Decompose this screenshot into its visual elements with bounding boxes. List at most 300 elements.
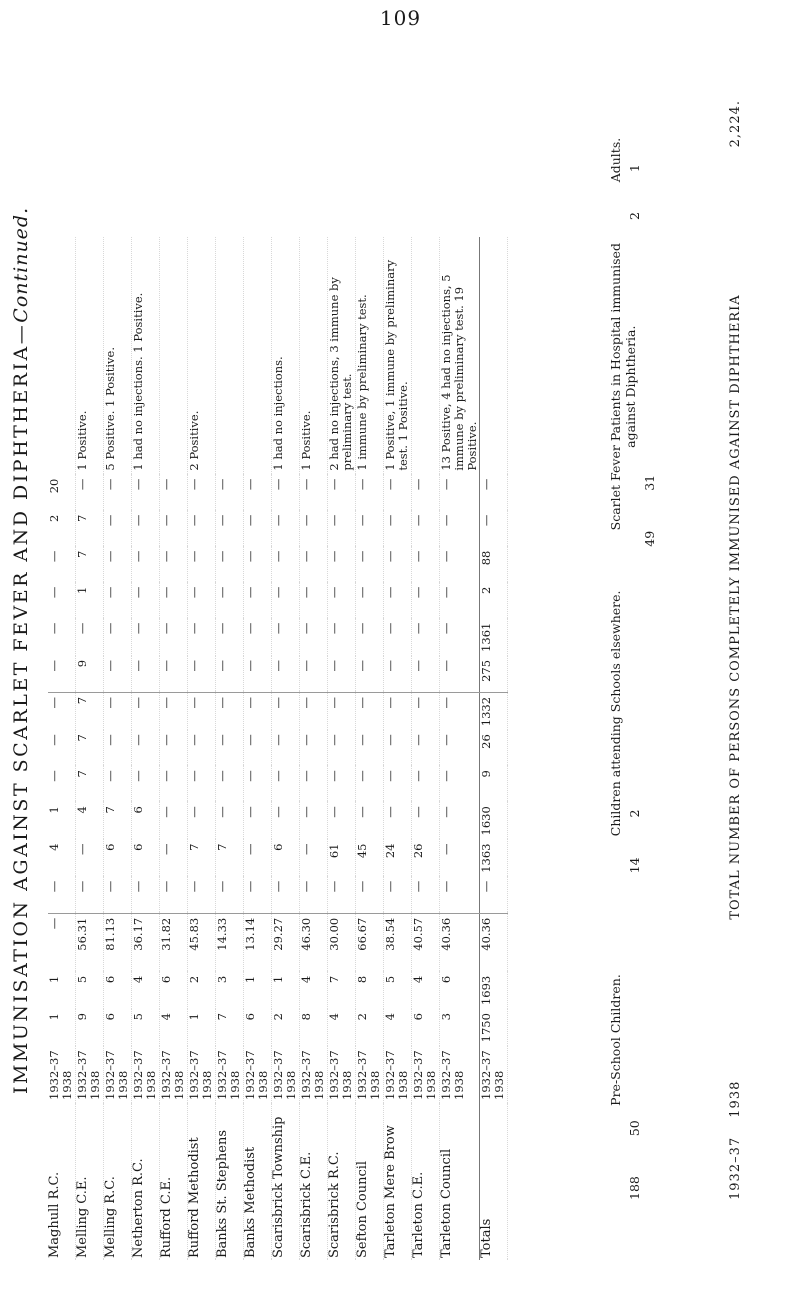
year-cell — [216, 1046, 244, 1104]
year-label: 1932–37 — [479, 1050, 493, 1100]
district-name: Tarleton Council — [440, 1104, 480, 1260]
district-name: Scarisbrick Township — [272, 1104, 300, 1260]
district-name: Rufford C.E. — [160, 1104, 188, 1260]
note-heading: Pre-School Children. — [608, 974, 623, 1106]
remark-cell: 1 had no injections. — [272, 237, 300, 475]
number-cell: — — [160, 547, 188, 583]
number-cell: — — [412, 583, 440, 619]
number-cell: — — [328, 877, 356, 914]
number-cell: — — [356, 766, 384, 802]
note-attending-elsewhere — [608, 553, 657, 873]
number-cell: 1361 — [480, 619, 508, 656]
number-cell: — — [132, 766, 160, 802]
number-cell: 275 — [480, 656, 508, 693]
number-cell: 4 — [48, 840, 76, 877]
note-value: 2 — [627, 809, 642, 818]
year-label: 1932–37 — [159, 1050, 173, 1100]
number-cell: — — [104, 511, 132, 547]
number-cell: 5 — [384, 972, 412, 1009]
note-value: 1 — [627, 164, 642, 173]
number-cell: — — [300, 547, 328, 583]
table-row — [300, 237, 328, 1260]
note-value: 2 — [627, 212, 642, 221]
year-label: 1932–37 — [299, 1050, 313, 1100]
table-row — [104, 237, 132, 1260]
number-cell: — — [76, 840, 104, 877]
number-cell: — — [480, 475, 508, 511]
number-cell: 20 — [48, 475, 76, 511]
number-cell: 4 — [160, 1009, 188, 1046]
remark-cell: 2 had no injections, 3 immune by preliminary test. — [328, 237, 356, 475]
number-cell: — — [272, 511, 300, 547]
number-cell: 5 — [76, 972, 104, 1009]
number-cell: 1 — [48, 802, 76, 839]
number-cell: 26 — [480, 730, 508, 766]
number-cell: 8 — [300, 1009, 328, 1046]
number-cell: — — [132, 475, 160, 511]
number-cell: — — [272, 730, 300, 766]
number-cell: 7 — [76, 511, 104, 547]
number-cell: — — [188, 583, 216, 619]
year-cell — [244, 1046, 272, 1104]
number-cell: 1363 — [480, 840, 508, 877]
number-cell: — — [244, 475, 272, 511]
number-cell: — — [440, 656, 480, 693]
total-year: 1932–37 — [728, 1136, 743, 1200]
immunisation-table — [48, 237, 508, 1260]
district-name: Tarleton Mere Brow — [384, 1104, 412, 1260]
district-name: Netherton R.C. — [132, 1104, 160, 1260]
district-name: Banks Methodist — [244, 1104, 272, 1260]
number-cell: — — [440, 730, 480, 766]
total-value: 2,224. — [728, 100, 743, 148]
number-cell: — — [440, 692, 480, 730]
year-cell — [480, 1046, 508, 1104]
number-cell: 9 — [480, 766, 508, 802]
district-name: Rufford Methodist — [188, 1104, 216, 1260]
note-heading: Scarlet Fever Patients in Hospital immunised against Diphtheria. — [608, 243, 638, 531]
number-cell: — — [104, 766, 132, 802]
number-cell: — — [328, 692, 356, 730]
number-cell: — — [412, 475, 440, 511]
number-cell: — — [160, 475, 188, 511]
year-cell — [188, 1046, 216, 1104]
table-row — [76, 237, 104, 1260]
number-cell: 5 — [132, 1009, 160, 1046]
number-cell: — — [272, 656, 300, 693]
number-cell: — — [480, 511, 508, 547]
number-cell: 1750 — [480, 1009, 508, 1046]
number-cell: — — [300, 583, 328, 619]
table-row — [272, 237, 300, 1260]
number-cell: — — [104, 656, 132, 693]
number-cell: — — [244, 730, 272, 766]
number-cell: — — [384, 766, 412, 802]
number-cell: — — [480, 877, 508, 914]
number-cell: — — [188, 656, 216, 693]
number-cell: — — [48, 583, 76, 619]
year-label: 1932–37 — [271, 1050, 285, 1100]
number-cell: 8 — [356, 972, 384, 1009]
number-cell: 2 — [188, 972, 216, 1009]
number-cell: — — [412, 877, 440, 914]
number-cell: — — [272, 802, 300, 839]
number-cell: — — [104, 877, 132, 914]
number-cell: — — [244, 766, 272, 802]
number-cell: — — [188, 802, 216, 839]
number-cell: — — [188, 730, 216, 766]
year-cell — [356, 1046, 384, 1104]
remark-cell — [244, 237, 272, 475]
number-cell: — — [356, 730, 384, 766]
number-cell: — — [272, 692, 300, 730]
year-cell — [104, 1046, 132, 1104]
number-cell: — — [160, 583, 188, 619]
number-cell: 4 — [384, 1009, 412, 1046]
year-label: 1932–37 — [47, 1050, 61, 1100]
number-cell: — — [328, 619, 356, 656]
year-label: 1938 — [340, 1070, 355, 1100]
number-cell: — — [440, 877, 480, 914]
number-cell: — — [48, 730, 76, 766]
number-cell: 30.00 — [328, 913, 356, 972]
year-label: 1932–37 — [243, 1050, 257, 1100]
number-cell: — — [300, 692, 328, 730]
year-label: 1938 — [452, 1070, 467, 1100]
year-label: 1932–37 — [215, 1050, 229, 1100]
number-cell: — — [104, 547, 132, 583]
year-cell — [272, 1046, 300, 1104]
year-label: 1938 — [200, 1070, 215, 1100]
number-cell: — — [384, 511, 412, 547]
number-cell: 7 — [104, 802, 132, 839]
number-cell: 6 — [132, 840, 160, 877]
number-cell: — — [48, 656, 76, 693]
year-cell — [412, 1046, 440, 1104]
number-cell: — — [244, 692, 272, 730]
number-cell: 14.33 — [216, 913, 244, 972]
number-cell: — — [160, 877, 188, 914]
number-cell: — — [356, 877, 384, 914]
number-cell: — — [104, 583, 132, 619]
number-cell: — — [384, 692, 412, 730]
district-name: Sefton Council — [356, 1104, 384, 1260]
number-cell: — — [328, 766, 356, 802]
number-cell: 26 — [412, 840, 440, 877]
year-label: 1938 — [144, 1070, 159, 1100]
year-label: 1938 — [396, 1070, 411, 1100]
number-cell: 88 — [480, 547, 508, 583]
number-cell: 4 — [76, 802, 104, 839]
number-cell: — — [440, 511, 480, 547]
number-cell: — — [440, 619, 480, 656]
number-cell: — — [216, 511, 244, 547]
number-cell: — — [188, 766, 216, 802]
number-cell: — — [356, 656, 384, 693]
number-cell: — — [384, 547, 412, 583]
number-cell: 7 — [216, 1009, 244, 1046]
year-cell — [76, 1046, 104, 1104]
remark-cell: 1 Positive, 1 immune by preliminary test. 1 Positive. — [384, 237, 412, 475]
number-cell: — — [272, 619, 300, 656]
number-cell: — — [132, 730, 160, 766]
number-cell: — — [412, 547, 440, 583]
number-cell: 1 — [188, 1009, 216, 1046]
number-cell: — — [300, 475, 328, 511]
number-cell: — — [328, 583, 356, 619]
year-cell — [300, 1046, 328, 1104]
number-cell: — — [384, 730, 412, 766]
number-cell: — — [188, 511, 216, 547]
number-cell: — — [132, 511, 160, 547]
number-cell: — — [48, 766, 76, 802]
number-cell: 2 — [48, 511, 76, 547]
note-adults — [608, 100, 657, 220]
total-label: TOTAL NUMBER OF PERSONS COMPLETELY IMMUNISED AGAINST DIPHTHERIA — [728, 294, 743, 920]
number-cell: — — [132, 692, 160, 730]
remark-cell — [216, 237, 244, 475]
year-label: 1932–37 — [75, 1050, 89, 1100]
number-cell: — — [188, 877, 216, 914]
number-cell: 7 — [76, 730, 104, 766]
number-cell: — — [356, 583, 384, 619]
number-cell: — — [132, 583, 160, 619]
title-continued: Continued. — [10, 206, 32, 323]
number-cell: — — [356, 547, 384, 583]
title-main: IMMUNISATION AGAINST SCARLET FEVER AND DIPHTHERIA— — [10, 322, 32, 1094]
number-cell: — — [188, 692, 216, 730]
number-cell: — — [272, 475, 300, 511]
year-label: 1938 — [116, 1070, 131, 1100]
note-heading: Adults. — [608, 137, 623, 183]
remark-cell: 1 Positive. — [300, 237, 328, 475]
number-cell: — — [328, 511, 356, 547]
remark-cell: 2 Positive. — [188, 237, 216, 475]
number-cell: 9 — [76, 656, 104, 693]
year-label: 1938 — [492, 1070, 507, 1100]
number-cell: 36.17 — [132, 913, 160, 972]
number-cell: — — [384, 877, 412, 914]
year-label: 1938 — [228, 1070, 243, 1100]
number-cell: — — [356, 511, 384, 547]
year-label: 1932–37 — [411, 1050, 425, 1100]
table-row — [216, 237, 244, 1260]
number-cell: — — [188, 619, 216, 656]
number-cell: — — [300, 766, 328, 802]
remark-cell — [160, 237, 188, 475]
number-cell: — — [76, 619, 104, 656]
number-cell: — — [412, 692, 440, 730]
year-label: 1932–37 — [187, 1050, 201, 1100]
number-cell: — — [216, 692, 244, 730]
year-label: 1932–37 — [103, 1050, 117, 1100]
number-cell: — — [216, 802, 244, 839]
year-cell — [48, 1046, 76, 1104]
rotated-table-area — [48, 60, 788, 1260]
number-cell: — — [300, 840, 328, 877]
number-cell: — — [48, 877, 76, 914]
number-cell: — — [244, 511, 272, 547]
district-name: Totals — [480, 1104, 508, 1260]
number-cell: 45.83 — [188, 913, 216, 972]
number-cell: — — [440, 766, 480, 802]
number-cell: — — [384, 656, 412, 693]
note-value: 31 — [642, 474, 657, 491]
number-cell: — — [160, 619, 188, 656]
number-cell: 6 — [104, 840, 132, 877]
number-cell: 24 — [384, 840, 412, 877]
number-cell: — — [160, 802, 188, 839]
number-cell: 7 — [216, 840, 244, 877]
number-cell: — — [300, 619, 328, 656]
year-label: 1932–37 — [439, 1050, 453, 1100]
number-cell: 3 — [440, 1009, 480, 1046]
district-name: Scarisbrick C.E. — [300, 1104, 328, 1260]
number-cell: — — [356, 802, 384, 839]
district-name: Melling C.E. — [76, 1104, 104, 1260]
remark-cell: 13 Positive, 4 had no injections, 5 immune by preliminary test. 19 Positive. — [440, 237, 480, 475]
number-cell: — — [244, 619, 272, 656]
number-cell: 56.31 — [76, 913, 104, 972]
number-cell: — — [216, 547, 244, 583]
remark-cell: 1 immune by preliminary test. — [356, 237, 384, 475]
number-cell: — — [328, 547, 356, 583]
number-cell: 46.30 — [300, 913, 328, 972]
number-cell: — — [300, 511, 328, 547]
number-cell: 29.27 — [272, 913, 300, 972]
number-cell: — — [300, 877, 328, 914]
number-cell: 1332 — [480, 692, 508, 730]
number-cell: — — [440, 583, 480, 619]
note-value: 50 — [627, 1120, 642, 1137]
remark-cell — [412, 237, 440, 475]
year-cell — [384, 1046, 412, 1104]
year-label: 1932–37 — [131, 1050, 145, 1100]
district-name: Melling R.C. — [104, 1104, 132, 1260]
table-row — [412, 237, 440, 1260]
note-value: 14 — [627, 857, 642, 874]
number-cell: — — [300, 802, 328, 839]
number-cell: — — [272, 547, 300, 583]
number-cell: 7 — [328, 972, 356, 1009]
number-cell: — — [272, 583, 300, 619]
note-value: 49 — [642, 530, 657, 547]
number-cell: — — [48, 913, 76, 972]
year-label: 1938 — [284, 1070, 299, 1100]
year-label: 1938 — [60, 1070, 75, 1100]
number-cell: — — [244, 547, 272, 583]
number-cell: 7 — [76, 766, 104, 802]
number-cell: — — [160, 730, 188, 766]
number-cell: — — [216, 766, 244, 802]
table-row — [356, 237, 384, 1260]
number-cell: 81.13 — [104, 913, 132, 972]
number-cell: 1630 — [480, 802, 508, 839]
number-cell: 40.36 — [480, 913, 508, 972]
number-cell: 7 — [76, 547, 104, 583]
notes-section — [608, 100, 657, 1200]
year-label: 1938 — [88, 1070, 103, 1100]
number-cell: — — [384, 583, 412, 619]
number-cell: — — [160, 656, 188, 693]
number-cell: 6 — [104, 1009, 132, 1046]
number-cell: — — [48, 619, 76, 656]
number-cell: — — [412, 730, 440, 766]
remark-cell: 1 Positive. — [76, 237, 104, 475]
year-label: 1938 — [172, 1070, 187, 1100]
remark-cell — [480, 237, 508, 475]
number-cell: — — [216, 730, 244, 766]
total-line — [728, 100, 743, 1200]
number-cell: — — [412, 619, 440, 656]
number-cell: 31.82 — [160, 913, 188, 972]
year-cell — [440, 1046, 480, 1104]
number-cell: 7 — [188, 840, 216, 877]
number-cell: 66.67 — [356, 913, 384, 972]
number-cell: — — [440, 840, 480, 877]
number-cell: — — [188, 547, 216, 583]
year-label: 1938 — [312, 1070, 327, 1100]
number-cell: 1693 — [480, 972, 508, 1009]
note-heading: Children attending Schools elsewhere. — [608, 590, 623, 837]
number-cell: — — [244, 583, 272, 619]
number-cell: — — [412, 766, 440, 802]
number-cell: — — [412, 656, 440, 693]
number-cell: — — [328, 802, 356, 839]
number-cell: 6 — [412, 1009, 440, 1046]
number-cell: — — [356, 619, 384, 656]
number-cell: 6 — [132, 802, 160, 839]
number-cell: — — [440, 802, 480, 839]
number-cell: 2 — [272, 1009, 300, 1046]
number-cell: 2 — [480, 583, 508, 619]
number-cell: 9 — [76, 1009, 104, 1046]
number-cell: — — [412, 802, 440, 839]
number-cell: — — [188, 475, 216, 511]
page-title — [4, 80, 38, 1220]
district-name: Maghull R.C. — [48, 1104, 76, 1260]
table-row — [480, 237, 508, 1260]
note-scarlet-fever — [608, 227, 657, 547]
year-cell — [328, 1046, 356, 1104]
number-cell: 6 — [160, 972, 188, 1009]
number-cell: — — [244, 656, 272, 693]
number-cell: 4 — [132, 972, 160, 1009]
year-cell — [132, 1046, 160, 1104]
number-cell: — — [328, 656, 356, 693]
number-cell: — — [440, 475, 480, 511]
number-cell: — — [160, 840, 188, 877]
number-cell: 1 — [48, 972, 76, 1009]
number-cell: — — [216, 475, 244, 511]
year-label: 1938 — [424, 1070, 439, 1100]
table-row — [440, 237, 480, 1260]
number-cell: — — [384, 802, 412, 839]
year-label: 1938 — [256, 1070, 271, 1100]
district-name: Banks St. Stephens — [216, 1104, 244, 1260]
number-cell: 3 — [216, 972, 244, 1009]
note-pre-school — [608, 880, 657, 1200]
year-label: 1932–37 — [355, 1050, 369, 1100]
table-row — [188, 237, 216, 1260]
number-cell: — — [244, 840, 272, 877]
number-cell: 6 — [440, 972, 480, 1009]
number-cell: — — [48, 547, 76, 583]
number-cell: 7 — [76, 692, 104, 730]
number-cell: — — [76, 877, 104, 914]
number-cell: — — [384, 475, 412, 511]
number-cell: — — [300, 656, 328, 693]
